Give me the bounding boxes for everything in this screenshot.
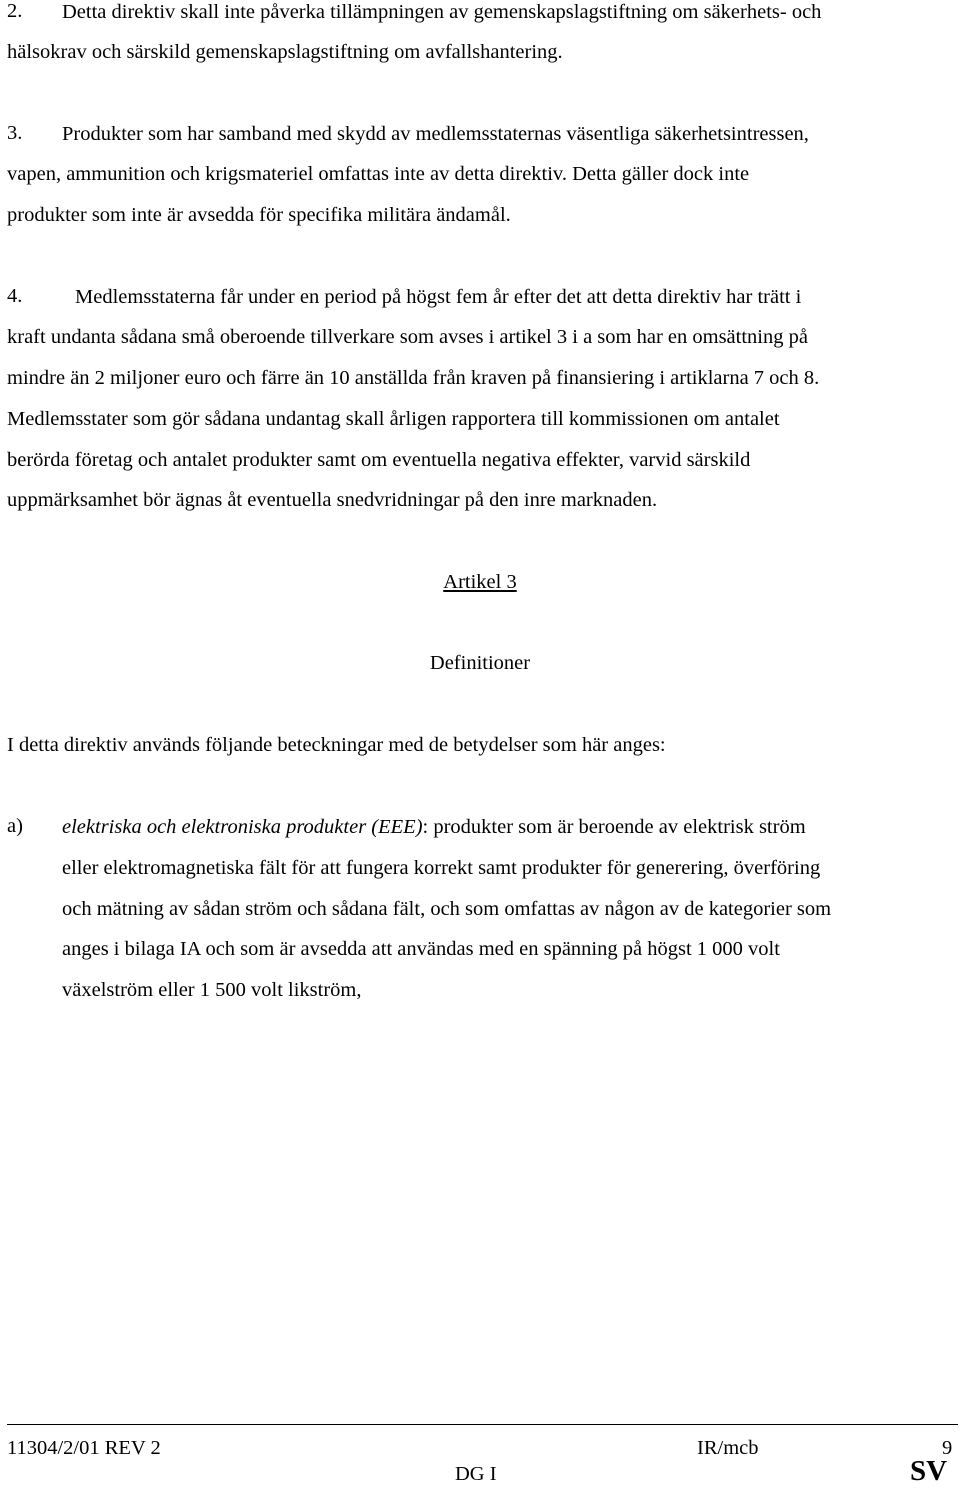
definition-a-line <box>62 815 806 839</box>
paragraph-3-number: 3. <box>7 122 23 144</box>
paragraph-4-line: mindre än 2 miljoner euro och färre än 10 anställda från kraven på finansiering i artiklarna 7 och 8. <box>7 367 820 389</box>
definition-a-line: och mätning av sådan ström och sådana fält, och som omfattas av någon av de kategorier som <box>62 898 832 920</box>
article-title: Artikel 3 <box>443 571 517 593</box>
paragraph-3-line: produkter som inte är avsedda för specifika militära ändamål. <box>7 204 511 226</box>
paragraph-4-line: berörda företag och antalet produkter samt om eventuella negativa effekter, varvid särskild <box>7 449 751 471</box>
definition-a-label: a) <box>7 815 23 837</box>
paragraph-4-line: Medlemsstater som gör sådana undantag skall årligen rapportera till kommissionen om antalet <box>7 408 780 430</box>
definition-a-text: : produkter som är beroende av elektrisk ström <box>422 816 806 838</box>
paragraph-4-line: uppmärksamhet bör ägnas åt eventuella snedvridningar på den inre marknaden. <box>7 489 658 511</box>
paragraph-2-line: Detta direktiv skall inte påverka tillämpningen av gemenskapslagstiftning om säkerhets- och <box>62 1 822 23</box>
article-heading: Definitioner <box>429 652 531 674</box>
article-intro: I detta direktiv används följande beteckningar med de betydelser som här anges: <box>7 734 666 756</box>
paragraph-3-line: Produkter som har samband med skydd av medlemsstaternas väsentliga säkerhetsintressen, <box>62 123 809 145</box>
paragraph-2-line: hälsokrav och särskild gemenskapslagstiftning om avfallshantering. <box>7 41 563 63</box>
footer-initials: IR/mcb <box>697 1437 759 1459</box>
definition-a-line: eller elektromagnetiska fält för att fungera korrekt samt produkter för generering, överföring <box>62 857 821 879</box>
footer-language: SV <box>910 1455 948 1487</box>
paragraph-3-line: vapen, ammunition och krigsmateriel omfattas inte av detta direktiv. Detta gäller dock inte <box>7 163 750 185</box>
footer-rule <box>7 1424 958 1425</box>
definition-a-line: anges i bilaga IA och som är avsedda att användas med en spänning på högst 1 000 volt <box>62 938 780 960</box>
footer-page-number: 9 <box>942 1437 953 1459</box>
paragraph-4-line: kraft undanta sådana små oberoende tillverkare som avses i artikel 3 i a som har en omsättning på <box>7 326 808 348</box>
paragraph-4-number: 4. <box>7 285 23 307</box>
definition-a-term: elektriska och elektroniska produkter (EEE) <box>62 816 423 838</box>
footer-dg: DG I <box>455 1463 497 1485</box>
paragraph-2-number: 2. <box>7 0 23 22</box>
paragraph-4-line: Medlemsstaterna får under en period på högst fem år efter det att detta direktiv har trätt i <box>75 286 802 308</box>
footer-doc-ref: 11304/2/01 REV 2 <box>7 1437 161 1459</box>
definition-a-line: växelström eller 1 500 volt likström, <box>62 979 362 1001</box>
